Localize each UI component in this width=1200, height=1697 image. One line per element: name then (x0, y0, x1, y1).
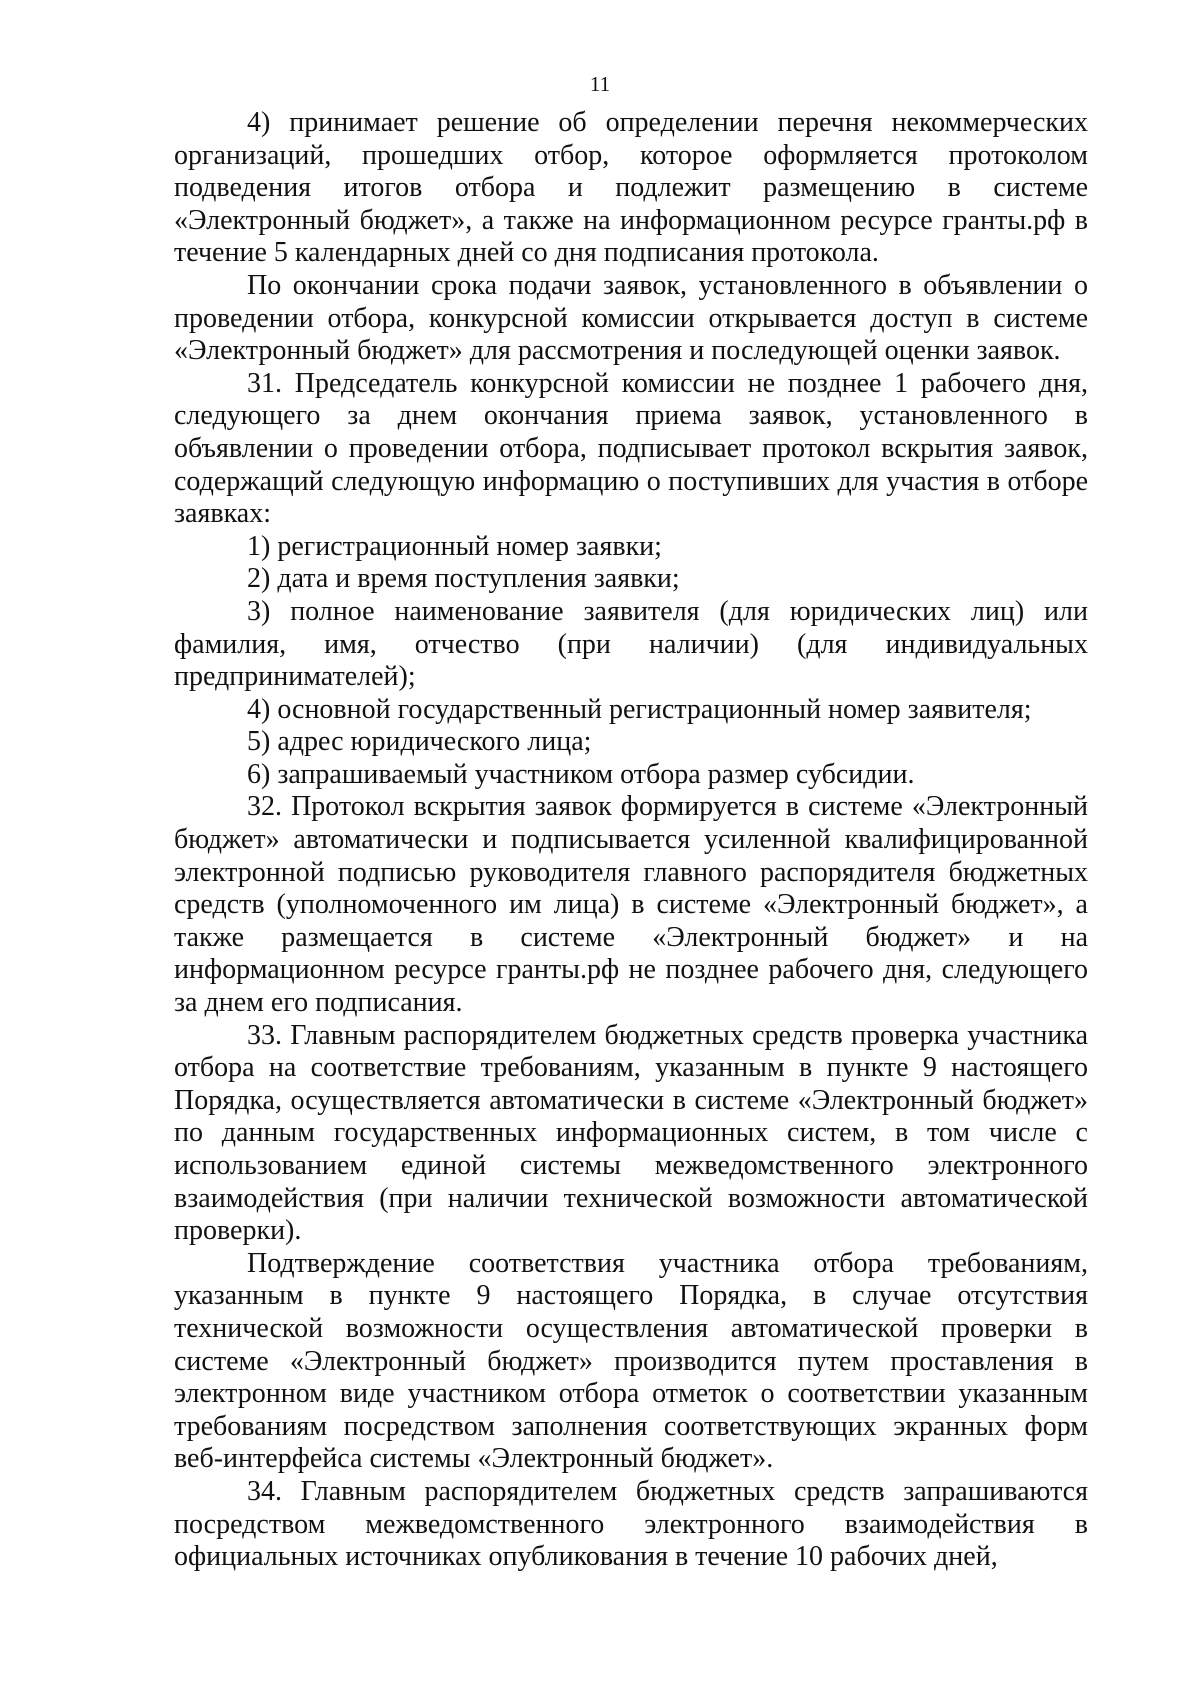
paragraph-34: 34. Главным распорядителем бюджетных средств запрашиваются посредством межведомственного электронного взаимодействия в официальных источниках опубликования в течение 10 рабочих дней, (174, 1475, 1088, 1573)
paragraph-confirmation: Подтверждение соответствия участника отбора требованиям, указанным в пункте 9 настоящего Порядка, в случае отсутствия технической возможности осуществления автоматической проверки в системе «Электронный бюджет» производится путем проставления в электронном виде участником отбора отметок о соответствии указанным требованиям посредством заполнения соответствующих экранных форм веб-интерфейса системы «Электронный бюджет». (174, 1247, 1088, 1475)
list-item-legal-address: 5) адрес юридического лица; (247, 726, 592, 758)
paragraph-access-after-deadline: По окончании срока подачи заявок, установленного в объявлении о проведении отбора, конкурсной комиссии открывается доступ в системе «Электронный бюджет» для рассмотрения и последующей оценки заявок. (174, 269, 1088, 367)
document-body (174, 107, 1088, 1574)
list-item-registration-number: 1) регистрационный номер заявки; (247, 530, 662, 562)
paragraph-32: 32. Протокол вскрытия заявок формируется в системе «Электронный бюджет» автоматически и подписывается усиленной квалифицированной электронной подписью руководителя главного распорядителя бюджетных средств (уполномоченного им лица) в системе «Электронный бюджет», а также размещается в системе «Электронный бюджет» и на информационном ресурсе гранты.рф не позднее рабочего дня, следующего за днем его подписания. (174, 791, 1088, 1019)
list-item-ogrn: 4) основной государственный регистрационный номер заявителя; (247, 693, 1032, 725)
paragraph-item-4-decision: 4) принимает решение об определении перечня некоммерческих организаций, прошедших отбор, которое оформляется протоколом подведения итогов отбора и подлежит размещению в системе «Электронный бюджет», а также на информационном ресурсе гранты.рф в течение 5 календарных дней со дня подписания протокола. (174, 107, 1088, 269)
page-number: 11 (589, 72, 611, 96)
list-item-applicant-name: 3) полное наименование заявителя (для юридических лиц) или фамилия, имя, отчество (при наличии) (для индивидуальных предпринимателей); (174, 595, 1088, 693)
paragraph-31: 31. Председатель конкурсной комиссии не позднее 1 рабочего дня, следующего за днем окончания приема заявок, установленного в объявлении о проведении отбора, подписывает протокол вскрытия заявок, содержащий следующую информацию о поступивших для участия в отборе заявках: (174, 367, 1088, 530)
list-item-subsidy-amount: 6) запрашиваемый участником отбора размер субсидии. (247, 758, 915, 790)
paragraph-33: 33. Главным распорядителем бюджетных средств проверка участника отбора на соответствие требованиям, указанным в пункте 9 настоящего Порядка, осуществляется автоматически в системе «Электронный бюджет» по данным государственных информационных систем, в том числе с использованием единой системы межведомственного электронного взаимодействия (при наличии технической возможности автоматической проверки). (174, 1019, 1088, 1247)
list-item-date-time: 2) дата и время поступления заявки; (247, 563, 680, 595)
